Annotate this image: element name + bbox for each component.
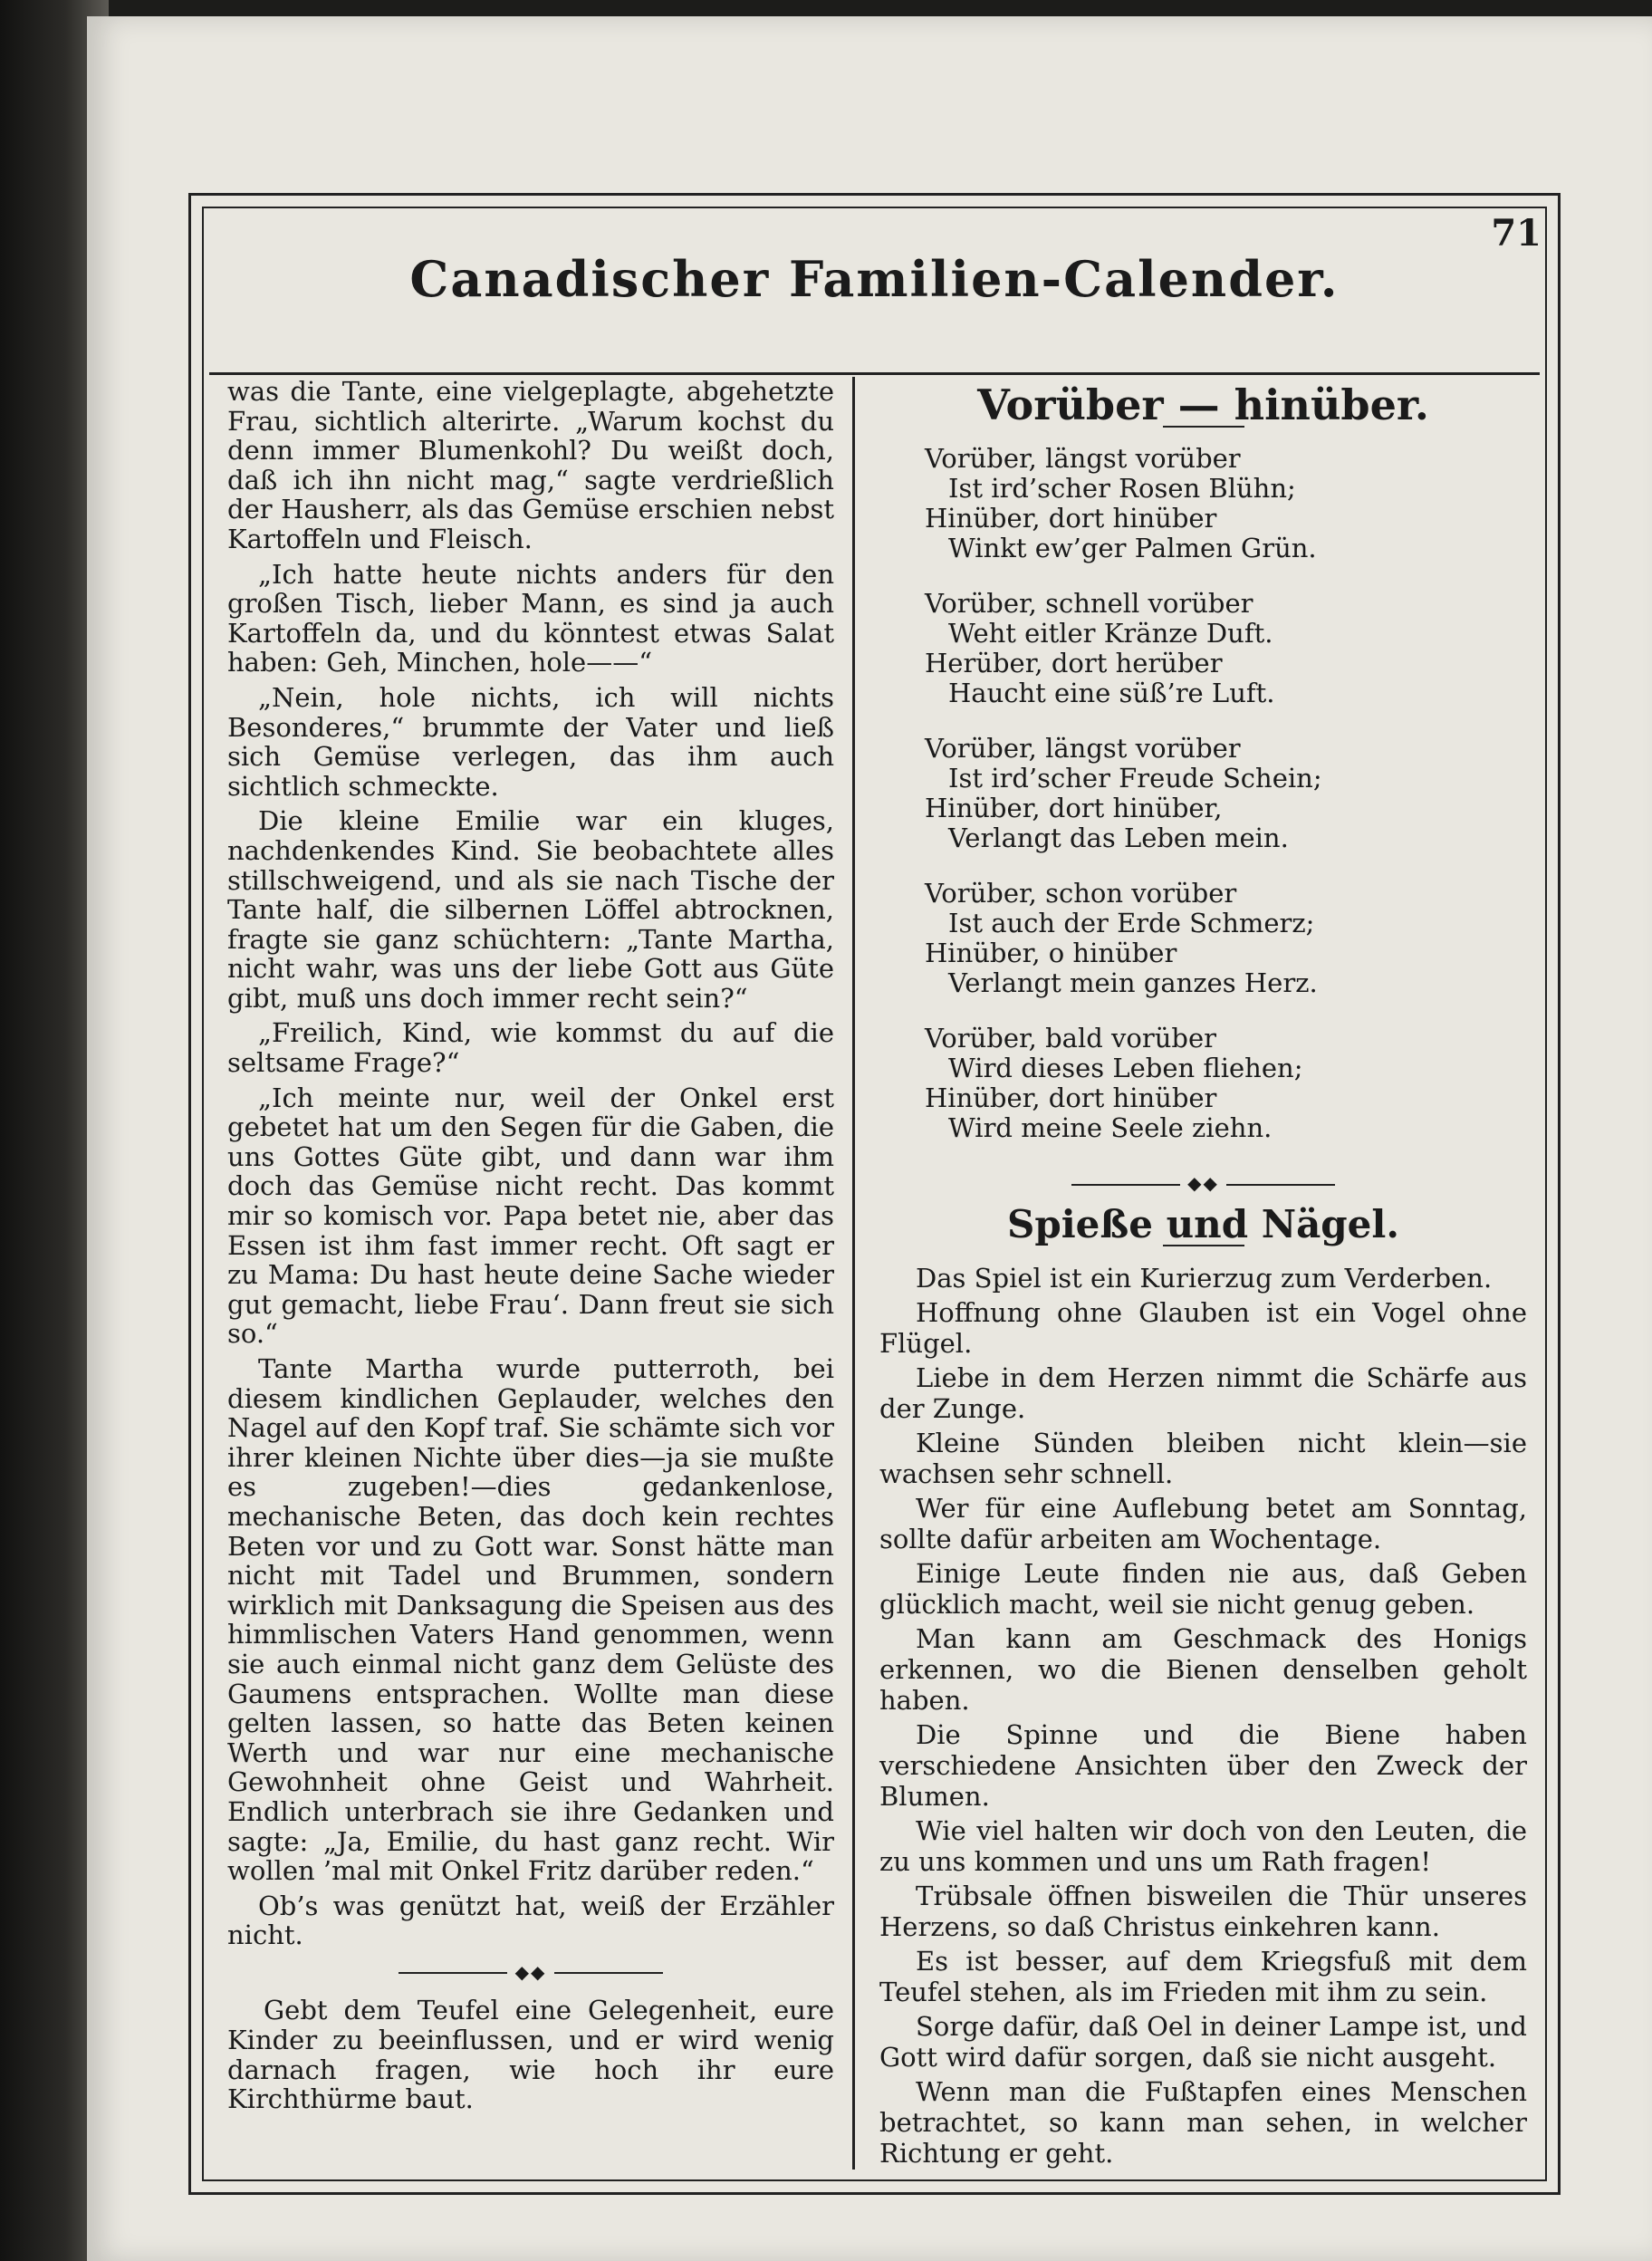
poem-line: Herüber, dort herüber xyxy=(925,648,1223,678)
page-number: 71 xyxy=(1491,212,1542,255)
ornament-divider: ◆◆ xyxy=(227,1958,834,1987)
poem-line: Vorüber, bald vorüber xyxy=(925,1023,1217,1054)
header-rule xyxy=(209,372,1540,375)
right-column xyxy=(879,380,1527,2172)
poem-stanza xyxy=(879,1024,1527,1143)
poem-line: Wird dieses Leben fliehen; xyxy=(948,1053,1303,1083)
poem-line: Vorüber, schnell vorüber xyxy=(925,588,1253,619)
story-paragraph: Ob’s was genützt hat, weiß der Erzähler nicht. xyxy=(227,1890,834,1951)
aphorism: Wenn man die Fußtapfen eines Menschen betrachtet, so kann man sehen, in welcher Richtung er geht. xyxy=(879,2076,1527,2169)
poem-line: Ist ird’scher Freude Schein; xyxy=(948,763,1322,794)
poem-line: Vorüber, längst vorüber xyxy=(925,443,1241,474)
poem-line: Vorüber, längst vorüber xyxy=(925,733,1241,764)
poem-line: Verlangt mein ganzes Herz. xyxy=(948,967,1318,998)
aphorism: Trübsale öffnen bisweilen die Thür unseres Herzens, so daß Christus einkehren kann. xyxy=(879,1881,1527,1942)
poem-stanza xyxy=(879,879,1527,998)
aphorism: Die Spinne und die Biene haben verschiedene Ansichten über den Zweck der Blumen. xyxy=(879,1719,1527,1812)
column-divider xyxy=(852,377,855,2170)
poem-line: Winkt ew’ger Palmen Grün. xyxy=(948,533,1317,563)
section-title: Spieße und Nägel. xyxy=(1007,1202,1399,1246)
aphorism: Einige Leute finden nie aus, daß Geben glücklich macht, weil sie nicht genug geben. xyxy=(879,1558,1527,1620)
aphorism: Das Spiel ist ein Kurierzug zum Verderben. xyxy=(916,1263,1493,1294)
proverb: Gebt dem Teufel eine Gelegenheit, eure Kinder zu beeinflussen, und er wird wenig darnach fragen, wie hoch ihr eure Kirchthürme baut. xyxy=(227,1995,834,2115)
story-paragraph: Tante Martha wurde putterroth, bei diesem kindlichen Geplauder, welches den Nagel auf den Kopf traf. Sie schämte sich vor ihrer kleinen Nichte über dies—ja sie mußte es zugeben!—dies gedankenlose, mechanische Beten, das doch kein rechtes Beten vor und zu Gott war. Sonst hätte man nicht mit Tadel und Brummen, sondern wirklich mit Danksagung die Speisen aus des himmlischen Vaters Hand genommen, wenn sie auch einmal nicht ganz dem Gelüste des Gaumens entsprachen. Wollte man diese gelten lassen, so hatte das Beten keinen Werth und war nur eine mechanische Gewohnheit ohne Geist und Wahrheit. Endlich unterbrach sie ihre Gedanken und sagte: „Ja, Emilie, du hast ganz recht. Wir wollen ’mal mit Onkel Fritz darüber reden.“ xyxy=(227,1353,834,1887)
aphorism: Wie viel halten wir doch von den Leuten, die zu uns kommen und uns um Rath fragen! xyxy=(879,1815,1527,1877)
aphorism: Liebe in dem Herzen nimmt die Schärfe aus der Zunge. xyxy=(879,1362,1527,1424)
aphorism: Sorge dafür, daß Oel in deiner Lampe ist, und Gott wird dafür sorgen, daß sie nicht ausgeht. xyxy=(879,2011,1527,2073)
poem-line: Verlangt das Leben mein. xyxy=(948,823,1289,853)
aphorism: Kleine Sünden bleiben nicht klein—sie wachsen sehr schnell. xyxy=(879,1428,1527,1489)
poem-line: Wird meine Seele ziehn. xyxy=(948,1112,1273,1143)
page-frame xyxy=(188,193,1561,2195)
story-paragraph: „Nein, hole nichts, ich will nichts Besonderes,“ brummte der Vater und ließ sich Gemüse verlegen, das ihm auch sichtlich schmeckte. xyxy=(227,681,834,802)
left-column xyxy=(227,377,834,2120)
poem-line: Hinüber, dort hinüber, xyxy=(925,793,1223,823)
header-title: Canadischer Familien-Calender. xyxy=(409,250,1340,308)
story-paragraph: „Freilich, Kind, wie kommst du auf die seltsame Frage?“ xyxy=(227,1017,834,1079)
aphorism: Wer für eine Auflebung betet am Sonntag, sollte dafür arbeiten am Wochentage. xyxy=(879,1493,1527,1554)
poem-line: Hinüber, dort hinüber xyxy=(925,503,1217,534)
poem-stanza xyxy=(879,734,1527,853)
poem-line: Hinüber, o hinüber xyxy=(925,938,1177,968)
poem-line: Haucht eine süß’re Luft. xyxy=(948,678,1275,708)
poem-stanza xyxy=(879,444,1527,563)
ornament-divider: ◆◆ xyxy=(879,1169,1527,1198)
poem-stanza xyxy=(879,589,1527,708)
aphorism: Es ist besser, auf dem Kriegsfuß mit dem Teufel stehen, als im Frieden mit ihm zu sein. xyxy=(879,1946,1527,2007)
poem-line: Weht eitler Kränze Duft. xyxy=(948,618,1273,649)
story-paragraph: Die kleine Emilie war ein kluges, nachdenkendes Kind. Sie beobachtete alles stillschweigend, und als sie nach Tische der Tante half, die silbernen Löffel abtrocknen, fragte sie ganz schüchtern: „Tante Martha, nicht wahr, was uns der liebe Gott aus Güte gibt, muß uns doch immer recht sein?“ xyxy=(227,805,834,1014)
running-header xyxy=(191,250,1558,322)
poem-title: Vorüber — hinüber. xyxy=(977,380,1429,429)
story-paragraph: was die Tante, eine vielgeplagte, abgehetzte Frau, sichtlich alterirte. „Warum kochst du denn immer Blumenkohl? Du weißt doch, daß ich ihn nicht mag,“ sagte verdrießlich der Hausherr, als das Gemüse erschien nebst Kartoffeln und Fleisch. xyxy=(227,376,834,554)
poem-line: Vorüber, schon vorüber xyxy=(925,878,1237,909)
poem-line: Ist ird’scher Rosen Blühn; xyxy=(948,473,1296,504)
page xyxy=(87,16,1652,2261)
aphorism: Hoffnung ohne Glauben ist ein Vogel ohne Flügel. xyxy=(879,1297,1527,1359)
poem-line: Ist auch der Erde Schmerz; xyxy=(948,908,1315,938)
aphorism: Man kann am Geschmack des Honigs erkennen, wo die Bienen denselben geholt haben. xyxy=(879,1623,1527,1716)
story-paragraph: „Ich hatte heute nichts anders für den großen Tisch, lieber Mann, es sind ja auch Kartoffeln da, und du könntest etwas Salat haben: Geh, Minchen, hole——“ xyxy=(227,558,834,678)
poem-line: Hinüber, dort hinüber xyxy=(925,1082,1217,1113)
story-paragraph: „Ich meinte nur, weil der Onkel erst gebetet hat um den Segen für die Gaben, die uns Gottes Güte gibt, und dann war ihm doch das Gemüse nicht recht. Das kommt mir so komisch vor. Papa betet nie, aber das Essen ist ihm fast immer recht. Oft sagt er zu Mama: Du hast heute deine Sache wieder gut gemacht, liebe Frau‘. Dann freut sie sich so.“ xyxy=(227,1082,834,1350)
